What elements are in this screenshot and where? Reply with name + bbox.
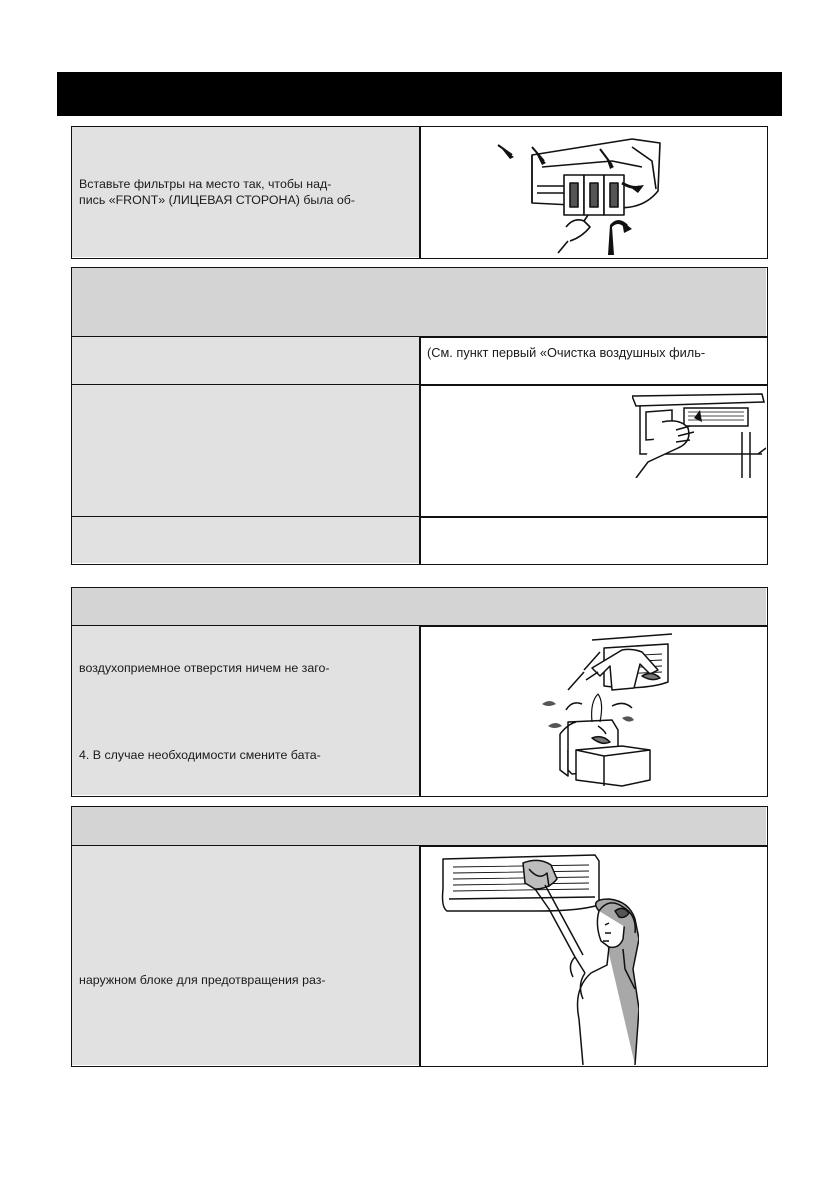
maintenance-row2-left xyxy=(72,385,419,516)
filter-insert-text-cell xyxy=(72,127,419,257)
maintenance-header xyxy=(72,268,766,336)
woman-wiping-unit-illustration xyxy=(439,849,639,1065)
maintenance-block xyxy=(71,267,768,565)
obstruction-text-cell xyxy=(72,626,419,795)
maintenance-row3-left xyxy=(72,517,419,563)
filter-insert-block xyxy=(71,126,768,259)
obstruction-line-bottom: 4. В случае необходимости смените бата- xyxy=(79,748,321,762)
obstruction-line-top: воздухоприемное отверстия ничем не заго- xyxy=(79,661,330,675)
filter-insert-illustration xyxy=(492,131,672,255)
maintenance-row1-left xyxy=(72,337,419,384)
filter-cleaning-illustration xyxy=(632,392,766,478)
maintenance-row1-right-text: (См. пункт первый «Очистка воздушных филь- xyxy=(427,345,706,360)
filter-insert-line-1: Вставьте фильтры на место так, чтобы над- xyxy=(79,177,332,191)
section-header-bar xyxy=(57,72,782,116)
filter-insert-line-2: пись «FRONT» (ЛИЦЕВАЯ СТОРОНА) была об- xyxy=(79,193,355,207)
outdoor-unit-block xyxy=(71,806,768,1067)
outdoor-unit-header xyxy=(72,807,766,845)
obstruction-block xyxy=(71,587,768,797)
outdoor-unit-text-cell xyxy=(72,846,419,1065)
outdoor-unit-line-mid: наружном блоке для предотвращения раз- xyxy=(79,973,326,987)
blocked-airflow-illustration xyxy=(472,630,672,792)
obstruction-header xyxy=(72,588,766,625)
